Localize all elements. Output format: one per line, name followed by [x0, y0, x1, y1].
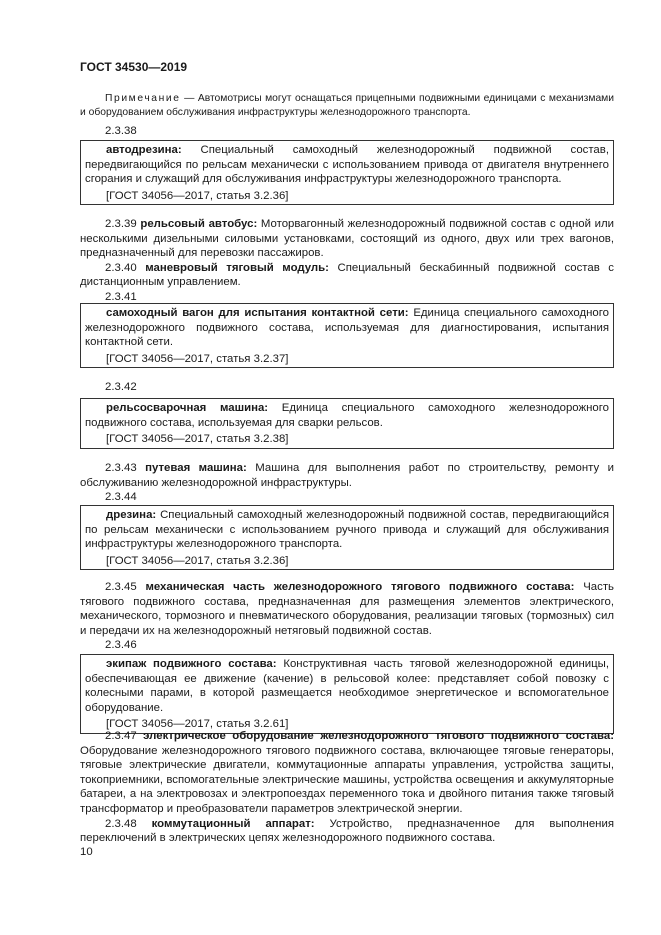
entry-number-38: 2.3.38 — [105, 125, 137, 137]
definition: Единица специального самоходного железнодорожного подвижного состава, используемая для сварки рельсов. — [85, 402, 609, 429]
term: дрезина: — [106, 509, 157, 521]
entry-number-41: 2.3.41 — [105, 290, 137, 303]
definition: Моторвагонный железнодорожный подвижной состав с одной или несколькими дизельными силовыми установками, состоящий из одного, двух или трех вагонов, предназначенный для перевозки пассажиров. — [80, 218, 614, 260]
definition: Специальный бескабинный подвижной состав с дистанционным управлением. — [80, 261, 615, 289]
definition: Специальный самоходный железнодорожный подвижной состав, передвигающийся по рельсам механически с использованием привода от двигателя внутреннего сгорания и служащий для обслуживания инфраструктуры железнодорожного транспорта. — [85, 144, 609, 186]
source: [ГОСТ 34056—2017, статья 3.2.37] — [106, 352, 289, 365]
term-box-38 — [80, 140, 614, 205]
term: рельсовый автобус: — [140, 218, 258, 230]
entry-45: 2.3.45 механическая часть железнодорожного тягового подвижного состава: Часть тягового подвижного состава, предназначенная для размещения элементов электрического, механического, тормозного и пневматического оборудования, реализации тяговых (тормозных) сил и передачи их на железнодорожный нетяговый подвижной состав. 2.3.46 — [80, 581, 614, 652]
definition: Специальный самоходный железнодорожный подвижной состав, передвигающийся по рельсам механически с использованием ручного привода и служащий для обслуживания инфраструктуры железнодорожного транспорта. — [85, 509, 609, 551]
term-box-41 — [80, 303, 614, 368]
entry-48: 2.3.48 коммутационный аппарат: Устройство, предназначенное для выполнения переключений в электрических цепях железнодорожного подвижного состава. — [80, 817, 614, 845]
term: экипаж подвижного состава: — [106, 658, 277, 670]
entry-43: 2.3.43 путевая машина: Машина для выполнения работ по строительству, ремонту и обслуживанию железнодорожной инфраструктуры. 2.3.44 — [80, 462, 614, 504]
definition: Оборудование железнодорожного тягового подвижного состава, включающее тяговые генераторы, тяговые электрические двигатели, коммутационные аппараты управления, устройства защиты, токоприемники, вспомогательные электрические машины, устройства освещения и аккумуляторные батареи, а на электровозах и электропоездах переменного тока и двойного питания также тяговый трансформатор и преобразователи параметров электрической энергии. — [80, 744, 614, 815]
note-label: Примечание — [105, 93, 181, 104]
term: маневровый тяговый модуль: — [145, 261, 329, 274]
entry-number-42: 2.3.42 — [105, 381, 137, 393]
source: [ГОСТ 34056—2017, статья 3.2.38] — [106, 433, 289, 446]
entry-47: 2.3.47 электрическое оборудование железнодорожного тягового подвижного состава: Оборудование железнодорожного тягового подвижного состава, включающее тяговые генераторы, тяговые электрические двигатели, коммутационные аппараты управления, устройства защиты, токоприемники, вспомогательные электрические машины, устройства освещения и аккумуляторные батареи, а на электровозах и электропоездах переменного тока и двойного питания также тяговый трансформатор и преобразователи параметров электрической энергии. 2.3.48 коммутационный аппарат: Устройство, предназначенное для выполнения переключений в электрических цепях железнодорожного подвижного состава. — [80, 730, 615, 845]
entry-40: 2.3.40 маневровый тяговый модуль: Специальный бескабинный подвижной состав с дистанционным управлением. — [80, 261, 615, 289]
source: [ГОСТ 34056—2017, статья 3.2.36] — [106, 554, 289, 567]
page-header: ГОСТ 34530—2019 — [80, 60, 188, 74]
entry-number-44: 2.3.44 — [105, 491, 137, 504]
entry-39: 2.3.39 рельсовый автобус: Моторвагонный железнодорожный подвижной состав с одной или несколькими дизельными силовыми установками, состоящий из одного, двух или трех вагонов, предназначенный для перевозки пассажиров. 2.3.40 маневровый тяговый модуль: Специальный бескабинный подвижной состав с дистанционным управлением. 2.3.41 — [80, 218, 615, 303]
definition: Часть тягового подвижного состава, предназначенная для размещения элементов электрического, механического, тормозного и пневматического оборудования, реализации тяговых (тормозных) сил и передачи их на железнодорожный нетяговый подвижной состав. — [80, 581, 614, 637]
definition: Единица специального самоходного железнодорожного подвижного состава, используемая для диагностирования, испытания контактной сети. — [85, 307, 609, 349]
term-box-46 — [80, 654, 614, 734]
term: автодрезина: — [106, 144, 182, 156]
term: электрическое оборудование железнодорожного тягового подвижного состава: — [143, 730, 615, 742]
entry-number-46: 2.3.46 — [105, 639, 137, 652]
term: механическая часть железнодорожного тягового подвижного состава: — [145, 581, 575, 593]
definition: Конструктивная часть тяговой железнодорожной единицы, обеспечивающая ее движение (качение) в рельсовой колее: представляет собой повозку с колесными парами, в которой размещается необходимое энергетическое и вспомогательное оборудование. — [85, 658, 609, 714]
term-box-42 — [80, 398, 614, 449]
source: [ГОСТ 34056—2017, статья 3.2.61] — [106, 718, 289, 731]
definition: Устройство, предназначенное для выполнения переключений в электрических цепях железнодорожного подвижного состава. — [80, 817, 614, 845]
definition: Машина для выполнения работ по строительству, ремонту и обслуживанию железнодорожной инфраструктуры. — [80, 462, 614, 489]
source: [ГОСТ 34056—2017, статья 3.2.36] — [106, 189, 289, 202]
note — [80, 92, 614, 119]
term-box-44 — [80, 505, 614, 570]
term: путевая машина: — [145, 462, 247, 474]
term: рельсосварочная машина: — [106, 402, 269, 414]
page-number: 10 — [80, 846, 93, 858]
term: самоходный вагон для испытания контактной сети: — [106, 307, 409, 319]
note-text: — Автомотрисы могут оснащаться прицепными подвижными единицами с механизмами и оборудованием обслуживания инфраструктуры железнодорожного транспорта. — [80, 93, 614, 118]
term: коммутационный аппарат: — [151, 817, 315, 830]
